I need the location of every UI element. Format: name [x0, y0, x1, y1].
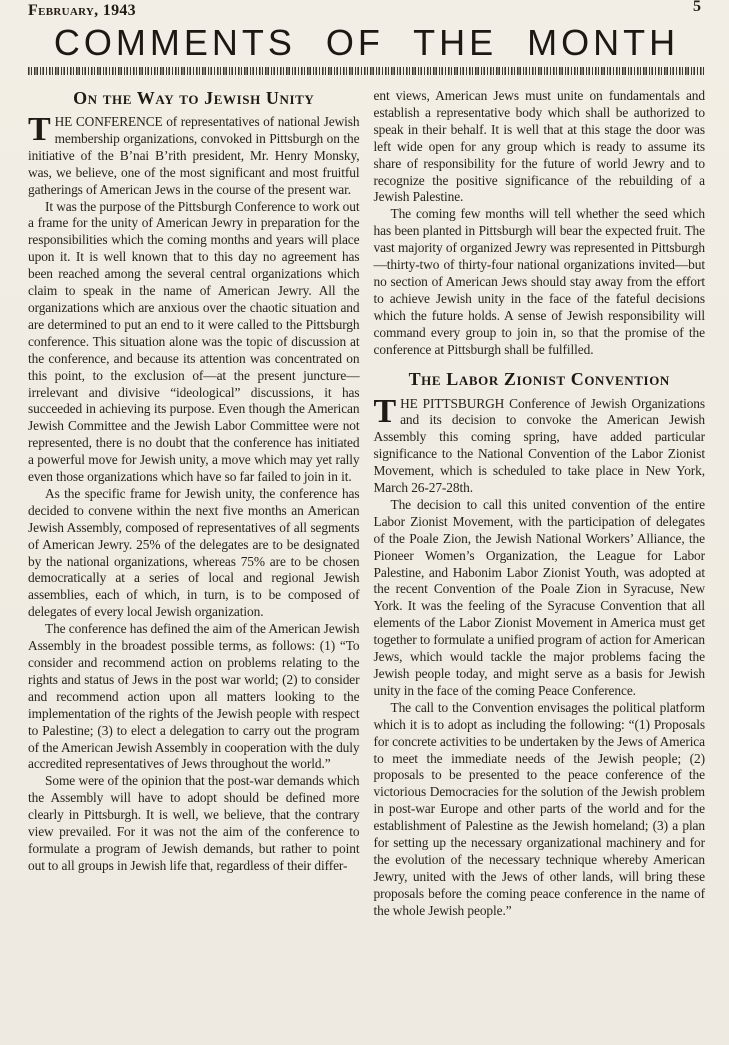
article2-heading: The Labor Zionist Convention [408, 368, 670, 389]
paragraph-text: HE CONFERENCE of representatives of national Jewish membership organizations, convoked in Pittsburgh on the initiative of the B’nai B’rith president, Mr. Henry Monsky, was, we believe, one of the most significant and most fruitful gatherings of American Jews in the course of the present war. [28, 114, 360, 197]
paragraph-text: HE PITTSBURGH Conference of Jewish Organizations and its decision to convoke the American Jewish Assembly this coming spring, have added particular significance to the National Convention of the Labor Zionist Movement, which is scheduled to take place in New York, March 26-27-28th. [373, 395, 705, 496]
paragraph-continuation: ent views, American Jews must unite on fundamentals and establish a representative body which shall be authorized to speak in their behalf. It is well that at this stage the door was left wide open for any group which is ready to assume its share of responsibility for the future of world Jewry and to recognize the positive significance of the rebuilding of a Jewish Palestine. [373, 88, 705, 205]
paragraph [28, 111, 360, 199]
paragraph: The decision to call this united convention of the entire Labor Zionist Movement, with the participation of delegates of the Poale Zion, the Jewish National Workers’ Alliance, the Pioneer Women’s Organization, the League for Labor Palestine, and Habonim Labor Zionist Youth, was adopted at the recent Convention of the Poale Zion in Syracuse, New York. It was the feeling of the Syracuse Convention that all elements of the Labor Zionist Movement in America must get together to formulate a unified program of action for American Jews, which would tackle the major problems facing the Jewish people today, and might serve as a basis for Jewish unity in the face of the coming Peace Conference. [373, 496, 705, 698]
paragraph: Some were of the opinion that the post-war demands which the Assembly will have to adopt should be defined more clearly in Pittsburgh. It is well, we believe, that the contrary view prevailed. For it was not the aim of the conference to formulate a program of Jewish demands, but rather to point out to all groups in Jewish life that, regardless of their differ- [28, 773, 360, 873]
page-header [28, 2, 705, 20]
page-number: 5 [693, 0, 701, 15]
drop-cap: T [28, 111, 51, 148]
text-columns [28, 88, 705, 920]
article1-heading: On the Way to Jewish Unity [73, 88, 315, 108]
decorative-rule [28, 67, 705, 75]
drop-cap: T [373, 392, 397, 430]
issue-date: February, 1943 [28, 2, 136, 19]
paragraph: It was the purpose of the Pittsburgh Conference to work out a frame for the unity of American Jewry in preparation for the responsibilities which the coming months and years will place upon it. It is well known that to this day no agreement has been reached among the several central organizations which claim to speak in the name of American Jewry. All the organizations which are anxious over the chaotic situation and are determined to put an end to it were called to the Pittsburgh conference. This situation alone was the topic of discussion at the conference, and because its attention was concentrated on this point, to the exclusion of—at the present juncture—irrelevant and divisive “ideological” discussions, it has succeeded in achieving its purpose. Even though the American Jewish Committee and the Jewish Labor Committee were not represented, there is no doubt that the conference has initiated a powerful move for Jewish unity, a move which may yet rally even those organizations which have so far failed to join in it. [28, 198, 360, 485]
paragraph: The coming few months will tell whether the seed which has been planted in Pittsburgh will bear the expected fruit. The vast majority of organized Jewry was represented in Pittsburgh—thirty-two of thirty-four national organizations invited—but no section of American Jews should stay away from the effort to achieve Jewish unity in the face of the fateful decisions which the future holds. A sense of Jewish responsibility will command every group to join in, so that the promise of the conference at Pittsburgh shall be fulfilled. [373, 206, 705, 357]
paragraph: The conference has defined the aim of the American Jewish Assembly in the broadest possible terms, as follows: (1) “To consider and recommend action on problems relating to the rights and status of Jews in the post war world; (2) to consider and recommend action upon all matters looking to the implementation of the rights of the Jewish people with respect to Palestine; (3) to elect a delegation to carry out the program of the American Jewish Assembly in cooperation with the duly accredited representatives of Jews throughout the world.” [28, 621, 360, 772]
left-column [28, 88, 360, 920]
right-column [374, 88, 706, 920]
paragraph: As the specific frame for Jewish unity, the conference has decided to convene within the next five months an American Jewish Assembly, composed of representatives of all segments of American Jewry. 25% of the delegates are to be designated by the national organizations, whereas 75% are to be chosen democratically at a series of local and regional Jewish assemblies, each of which, in turn, is to be composed of delegates of every local Jewish organization. [28, 485, 360, 620]
paragraph [373, 392, 706, 497]
section-title: COMMENTS OF THE MONTH [53, 22, 680, 63]
paragraph: The call to the Convention envisages the political platform which it is to adopt as including the following: “(1) Proposals for concrete activities to be undertaken by the Jews of America to meet the immediate needs of the Jewish people; (2) proposals to be presented to the peace conference of the victorious Democracies for the solution of the Jewish problem in post-war Europe and other parts of the world and for the establishment of Palestine as the Jewish homeland; (3) a plan for setting up the necessary organizational machinery and for the evolution of the necessary technique whereby American Jewry, united with the Jews of other lands, will bring these proposals before the coming peace conference in the name of the whole Jewish people.” [373, 699, 705, 918]
